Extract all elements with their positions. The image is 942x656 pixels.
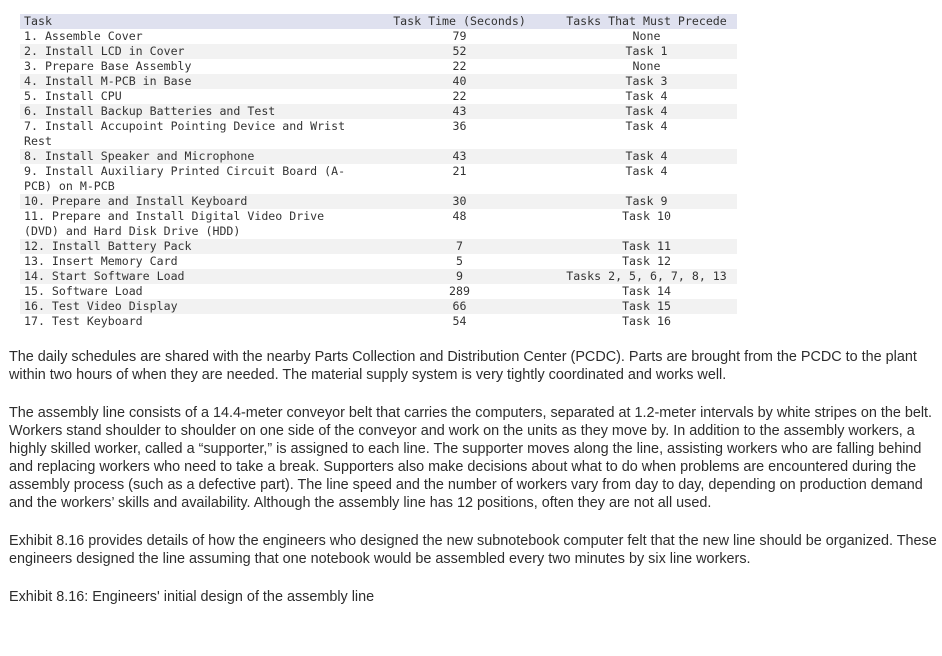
time-cell: 54 — [363, 314, 556, 329]
time-cell: 289 — [363, 284, 556, 299]
table-row — [20, 284, 737, 299]
task-cell: 1. Assemble Cover — [20, 29, 363, 44]
body-text — [9, 348, 939, 626]
table-row — [20, 104, 737, 119]
table-row — [20, 194, 737, 209]
time-cell: 43 — [363, 104, 556, 119]
precede-cell: Task 4 — [556, 89, 737, 104]
time-cell: 40 — [363, 74, 556, 89]
table-row — [20, 239, 737, 254]
table-row — [20, 269, 737, 284]
task-cell: 17. Test Keyboard — [20, 314, 363, 329]
table-row — [20, 254, 737, 269]
header-task: Task — [20, 14, 363, 29]
task-cell: 16. Test Video Display — [20, 299, 363, 314]
header-precede: Tasks That Must Precede — [556, 14, 737, 29]
paragraph-assembly-line: The assembly line consists of a 14.4-meter conveyor belt that carries the computers, separated at 1.2-meter intervals by white stripes on the belt. Workers stand shoulder to shoulder on one side of the conveyor and work on the units as they move by. In addition to the assembly workers, a highly skilled worker, called a “supporter,” is assigned to each line. The supporter moves along the line, assisting workers who are falling behind and replacing workers who need to take a break. Supporters also make decisions about what to do when problems are encountered during the assembly process (such as a defective part). The line speed and the number of workers vary from day to day, depending on production demand and the workers’ skills and availability. Although the assembly line has 12 positions, often they are not all used. — [9, 405, 933, 511]
task-cell: 11. Prepare and Install Digital Video Drive (DVD) and Hard Disk Drive (HDD) — [20, 209, 363, 239]
time-cell: 52 — [363, 44, 556, 59]
table-row — [20, 29, 737, 44]
task-cell: 13. Insert Memory Card — [20, 254, 363, 269]
task-cell: 7. Install Accupoint Pointing Device and Wrist Rest — [20, 119, 363, 149]
precede-cell: Task 15 — [556, 299, 737, 314]
time-cell: 7 — [363, 239, 556, 254]
time-cell: 21 — [363, 164, 556, 194]
table-row — [20, 44, 737, 59]
paragraph-pcdc: The daily schedules are shared with the nearby Parts Collection and Distribution Center (PCDC). Parts are brought from the PCDC to the plant within two hours of when they are needed. The material supply system is very tightly coordinated and works well. — [9, 349, 917, 383]
time-cell: 5 — [363, 254, 556, 269]
precede-cell: Task 4 — [556, 149, 737, 164]
precede-cell: Task 16 — [556, 314, 737, 329]
task-cell: 12. Install Battery Pack — [20, 239, 363, 254]
task-cell: 5. Install CPU — [20, 89, 363, 104]
task-cell: 4. Install M-PCB in Base — [20, 74, 363, 89]
task-cell: 8. Install Speaker and Microphone — [20, 149, 363, 164]
precede-cell: Task 4 — [556, 104, 737, 119]
task-cell: 6. Install Backup Batteries and Test — [20, 104, 363, 119]
precede-cell: Task 1 — [556, 44, 737, 59]
time-cell: 36 — [363, 119, 556, 149]
precede-cell: Task 3 — [556, 74, 737, 89]
precede-cell: Task 9 — [556, 194, 737, 209]
precede-cell: None — [556, 29, 737, 44]
table-row — [20, 74, 737, 89]
task-table — [20, 14, 737, 329]
table-row — [20, 314, 737, 329]
header-task-time: Task Time (Seconds) — [363, 14, 556, 29]
table-row — [20, 209, 737, 239]
exhibit-caption: Exhibit 8.16: Engineers' initial design of the assembly line — [9, 589, 375, 605]
table-row — [20, 164, 737, 194]
table-row — [20, 119, 737, 149]
table-row — [20, 89, 737, 104]
task-cell: 15. Software Load — [20, 284, 363, 299]
table-header-row — [20, 14, 737, 29]
time-cell: 22 — [363, 89, 556, 104]
time-cell: 48 — [363, 209, 556, 239]
time-cell: 43 — [363, 149, 556, 164]
table-row — [20, 299, 737, 314]
task-cell: 14. Start Software Load — [20, 269, 363, 284]
precede-cell: Task 11 — [556, 239, 737, 254]
precede-cell: Task 12 — [556, 254, 737, 269]
precede-cell: Task 14 — [556, 284, 737, 299]
paragraph-exhibit: Exhibit 8.16 provides details of how the engineers who designed the new subnotebook computer felt that the new line should be organized. These engineers designed the line assuming that one notebook would be assembled every two minutes by six line workers. — [9, 533, 937, 567]
table-row — [20, 59, 737, 74]
task-cell: 9. Install Auxiliary Printed Circuit Board (A-PCB) on M-PCB — [20, 164, 363, 194]
precede-cell: None — [556, 59, 737, 74]
time-cell: 30 — [363, 194, 556, 209]
time-cell: 66 — [363, 299, 556, 314]
table-row — [20, 149, 737, 164]
task-cell: 10. Prepare and Install Keyboard — [20, 194, 363, 209]
precede-cell: Task 10 — [556, 209, 737, 239]
time-cell: 9 — [363, 269, 556, 284]
task-table-body — [20, 29, 737, 329]
task-cell: 3. Prepare Base Assembly — [20, 59, 363, 74]
task-cell: 2. Install LCD in Cover — [20, 44, 363, 59]
time-cell: 22 — [363, 59, 556, 74]
precede-cell: Task 4 — [556, 119, 737, 149]
precede-cell: Tasks 2, 5, 6, 7, 8, 13 — [556, 269, 737, 284]
precede-cell: Task 4 — [556, 164, 737, 194]
time-cell: 79 — [363, 29, 556, 44]
